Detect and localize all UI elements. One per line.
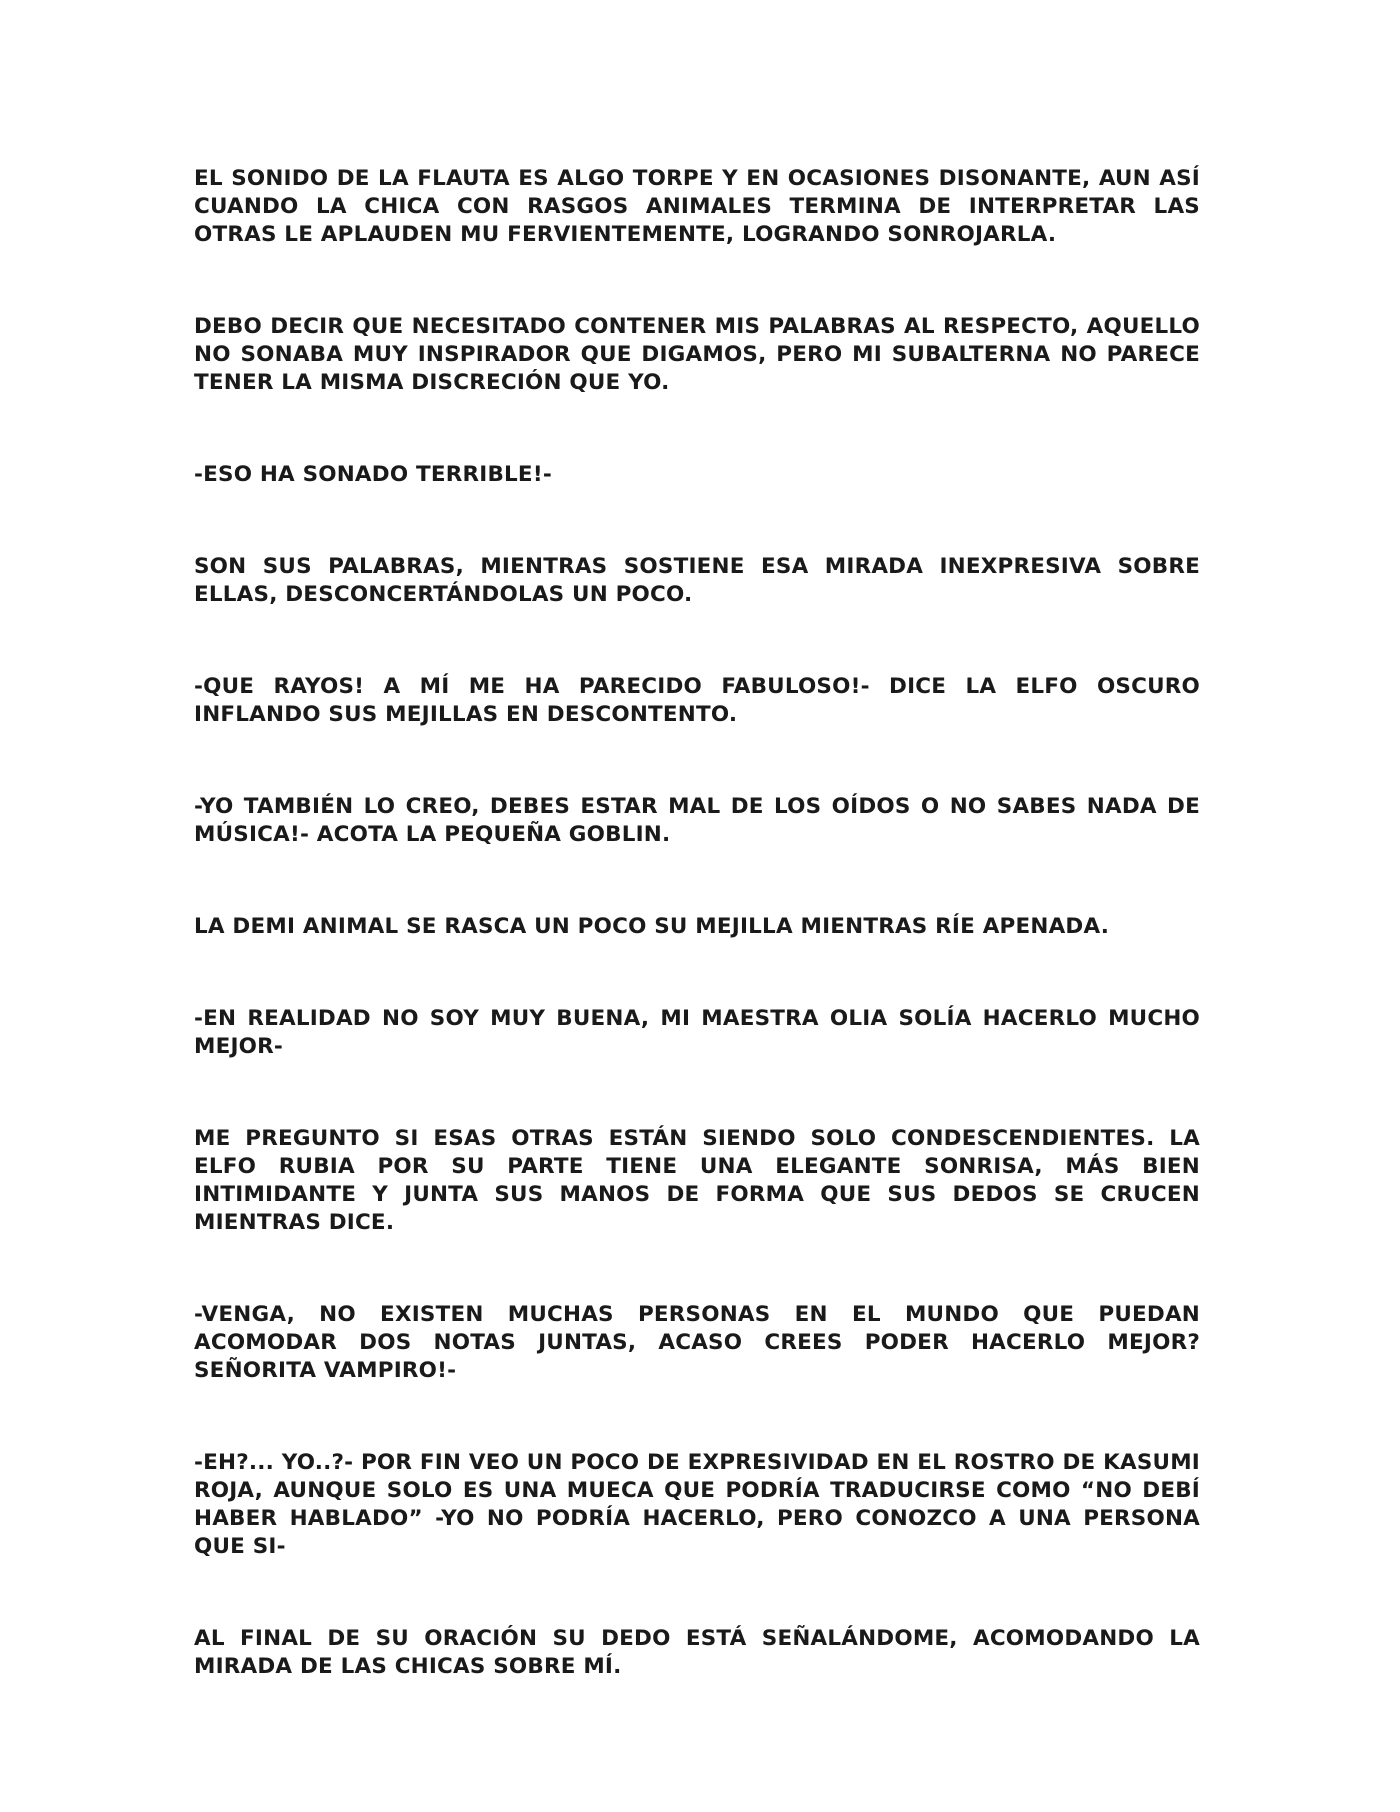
paragraph-11: -EH?... YO..?- POR FIN VEO UN POCO DE EXPRESIVIDAD EN EL ROSTRO DE KASUMI ROJA, AUNQUE SOLO ES UNA MUECA QUE PODRÍA TRADUCIRSE COMO “NO DEBÍ HABER HABLADO” -YO NO PODRÍA HACERLO, PERO CONOZCO A UNA PERSONA QUE SI- [194,1450,1200,1559]
paragraph-3: -ESO HA SONADO TERRIBLE!- [194,462,552,487]
paragraph-4: SON SUS PALABRAS, MIENTRAS SOSTIENE ESA MIRADA INEXPRESIVA SOBRE ELLAS, DESCONCERTÁNDOLAS UN POCO. [194,554,1200,607]
paragraph-6: -YO TAMBIÉN LO CREO, DEBES ESTAR MAL DE LOS OÍDOS O NO SABES NADA DE MÚSICA!- ACOTA LA PEQUEÑA GOBLIN. [194,794,1200,847]
paragraph-2: DEBO DECIR QUE NECESITADO CONTENER MIS PALABRAS AL RESPECTO, AQUELLO NO SONABA MUY INSPIRADOR QUE DIGAMOS, PERO MI SUBALTERNA NO PARECE TENER LA MISMA DISCRECIÓN QUE YO. [194,314,1200,395]
paragraph-10: -VENGA, NO EXISTEN MUCHAS PERSONAS EN EL MUNDO QUE PUEDAN ACOMODAR DOS NOTAS JUNTAS, ACASO CREES PODER HACERLO MEJOR? SEÑORITA VAMPIRO!- [194,1302,1200,1383]
paragraph-8: -EN REALIDAD NO SOY MUY BUENA, MI MAESTRA OLIA SOLÍA HACERLO MUCHO MEJOR- [194,1006,1200,1059]
text-column [194,165,1200,1745]
paragraph-1: EL SONIDO DE LA FLAUTA ES ALGO TORPE Y EN OCASIONES DISONANTE, AUN ASÍ CUANDO LA CHICA CON RASGOS ANIMALES TERMINA DE INTERPRETAR LAS OTRAS LE APLAUDEN MU FERVIENTEMENTE, LOGRANDO SONROJARLA. [194,166,1200,247]
paragraph-9: ME PREGUNTO SI ESAS OTRAS ESTÁN SIENDO SOLO CONDESCENDIENTES. LA ELFO RUBIA POR SU PARTE TIENE UNA ELEGANTE SONRISA, MÁS BIEN INTIMIDANTE Y JUNTA SUS MANOS DE FORMA QUE SUS DEDOS SE CRUCEN MIENTRAS DICE. [194,1126,1200,1235]
paragraph-7: LA DEMI ANIMAL SE RASCA UN POCO SU MEJILLA MIENTRAS RÍE APENADA. [194,914,1110,939]
paragraph-5: -QUE RAYOS! A MÍ ME HA PARECIDO FABULOSO!- DICE LA ELFO OSCURO INFLANDO SUS MEJILLAS EN DESCONTENTO. [194,674,1200,727]
paragraph-12: AL FINAL DE SU ORACIÓN SU DEDO ESTÁ SEÑALÁNDOME, ACOMODANDO LA MIRADA DE LAS CHICAS SOBRE MÍ. [194,1626,1200,1679]
